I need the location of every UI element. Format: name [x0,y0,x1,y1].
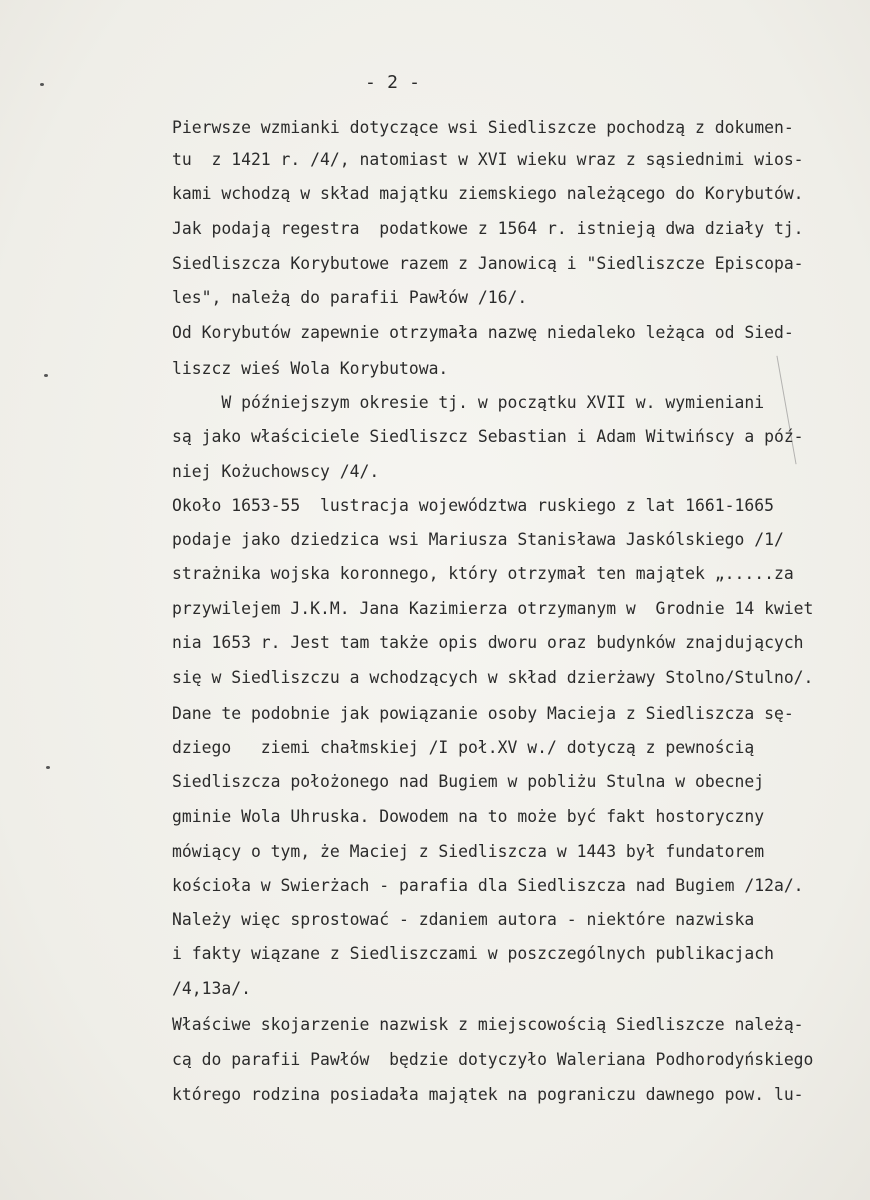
text-line: gminie Wola Uhruska. Dowodem na to może być fakt hostoryczny [172,807,765,826]
text-line: podaje jako dziedzica wsi Mariusza Stanisława Jaskólskiego /1/ [172,530,784,549]
text-line: Jak podają regestra podatkowe z 1564 r. istnieją dwa działy tj. [172,219,804,238]
text-line: Siedliszcza Korybutowe razem z Janowicą i "Siedliszcze Episcopa- [172,254,804,273]
text-line: przywilejem J.K.M. Jana Kazimierza otrzymanym w Grodnie 14 kwiet [172,599,814,618]
text-line: kami wchodzą w skład majątku ziemskiego należącego do Korybutów. [172,184,804,203]
text-line: kościoła w Swierżach - parafia dla Siedliszcza nad Bugiem /12a/. [172,876,804,895]
text-line: les", należą do parafii Pawłów /16/. [172,288,528,307]
text-line: się w Siedliszczu a wchodzących w skład dzierżawy Stolno/Stulno/. [172,668,814,687]
text-line: niej Kożuchowscy /4/. [172,462,380,481]
text-line: nia 1653 r. Jest tam także opis dworu oraz budynków znajdujących [172,633,804,652]
text-line: cą do parafii Pawłów będzie dotyczyło Waleriana Podhorodyńskiego [172,1050,814,1069]
text-line: Dane te podobnie jak powiązanie osoby Macieja z Siedliszcza sę- [172,704,794,723]
text-line: i fakty wiązane z Siedliszczami w poszczególnych publikacjach [172,944,774,963]
text-line: są jako właściciele Siedliszcz Sebastian i Adam Witwińscy a póź- [172,427,804,446]
text-line: Około 1653-55 lustracja województwa ruskiego z lat 1661-1665 [172,496,774,515]
text-line: Siedliszcza położonego nad Bugiem w pobliżu Stulna w obecnej [172,772,765,791]
text-line: liszcz wieś Wola Korybutowa. [172,359,449,378]
text-line: tu z 1421 r. /4/, natomiast w XVI wieku wraz z sąsiednimi wios- [172,150,804,169]
text-line: mówiący o tym, że Maciej z Siedliszcza w 1443 był fundatorem [172,842,765,861]
text-line: którego rodzina posiadała majątek na pograniczu dawnego pow. lu- [172,1085,804,1104]
text-line: strażnika wojska koronnego, który otrzymał ten majątek „.....za [172,564,794,583]
text-line: Należy więc sprostować - zdaniem autora - niektóre nazwiska [172,910,755,929]
paper-hair-mark [776,356,796,465]
text-line: Od Korybutów zapewnie otrzymała nazwę niedaleko leżąca od Sied- [172,323,794,342]
text-line: dziego ziemi chałmskiej /I poł.XV w./ dotyczą z pewnością [172,738,755,757]
text-line: Pierwsze wzmianki dotyczące wsi Siedliszcze pochodzą z dokumen- [172,118,794,137]
margin-mark-1 [40,83,44,86]
text-line: Właściwe skojarzenie nazwisk z miejscowością Siedliszcze należą- [172,1015,804,1034]
page-number: - 2 - [365,72,421,93]
text-line: /4,13a/. [172,979,251,998]
text-line: W późniejszym okresie tj. w początku XVII w. wymieniani [172,393,765,412]
margin-mark-2 [44,374,48,377]
margin-mark-3 [46,766,50,769]
